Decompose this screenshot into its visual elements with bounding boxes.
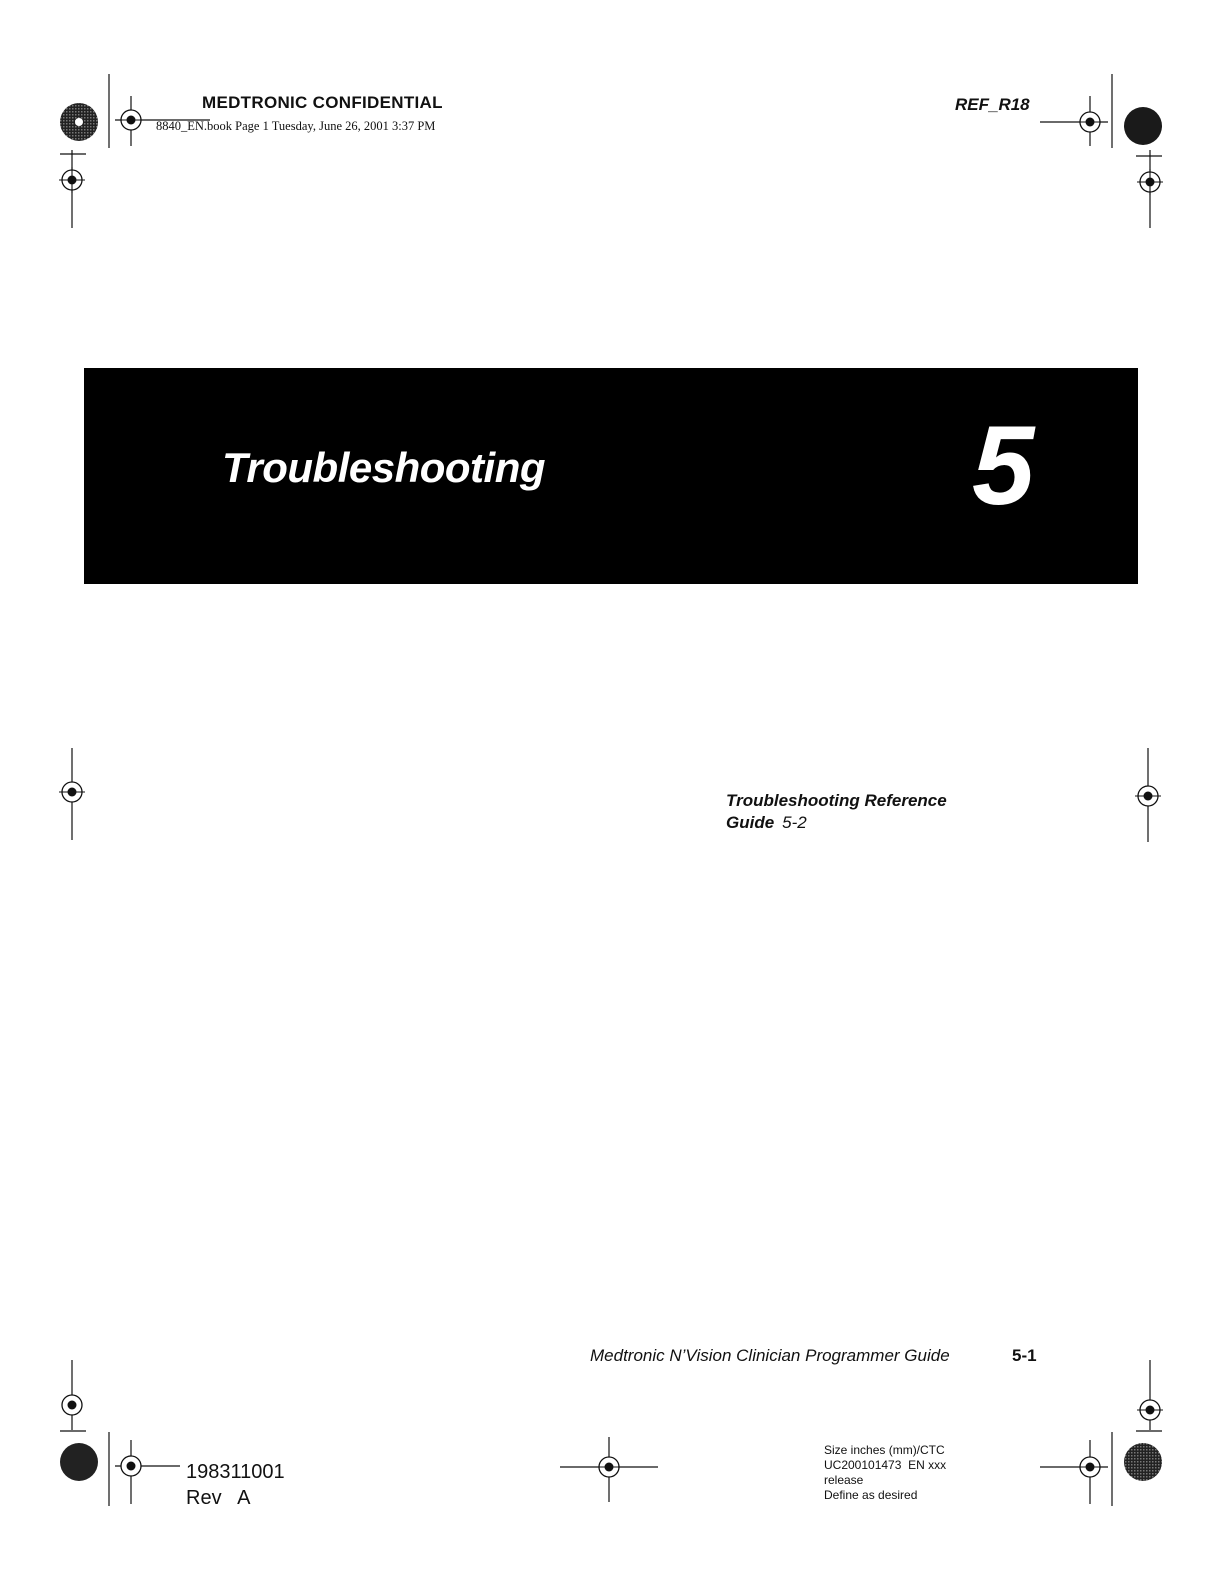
spec-line-2: UC200101473 EN xxx — [824, 1458, 947, 1472]
part-number-block — [186, 1459, 285, 1511]
toc-entry-page: 5-2 — [782, 813, 807, 832]
confidential-label: MEDTRONIC CONFIDENTIAL — [202, 93, 443, 112]
toc-entry-line1: Troubleshooting Reference — [726, 791, 947, 810]
spec-line-1: Size inches (mm)/CTC — [824, 1443, 945, 1457]
chapter-number: 5 — [972, 403, 1035, 528]
spec-block — [824, 1443, 946, 1503]
guide-title: Medtronic N’Vision Clinician Programmer Guide — [590, 1346, 950, 1365]
spec-line-4: Define as desired — [824, 1488, 918, 1502]
page-number: 5-1 — [1012, 1346, 1037, 1365]
toc-entry-title-end: Guide — [726, 813, 775, 832]
part-number: 198311001 — [186, 1461, 285, 1483]
chapter-title: Troubleshooting — [222, 444, 546, 491]
toc-entry-line2 — [726, 812, 947, 834]
spec-line-3: release — [824, 1473, 864, 1487]
book-info-line: 8840_EN.book Page 1 Tuesday, June 26, 2001 3:37 PM — [156, 119, 436, 133]
revision: Rev A — [186, 1487, 251, 1509]
reference-code: REF_R18 — [955, 95, 1030, 114]
toc-entry[interactable] — [726, 790, 947, 834]
